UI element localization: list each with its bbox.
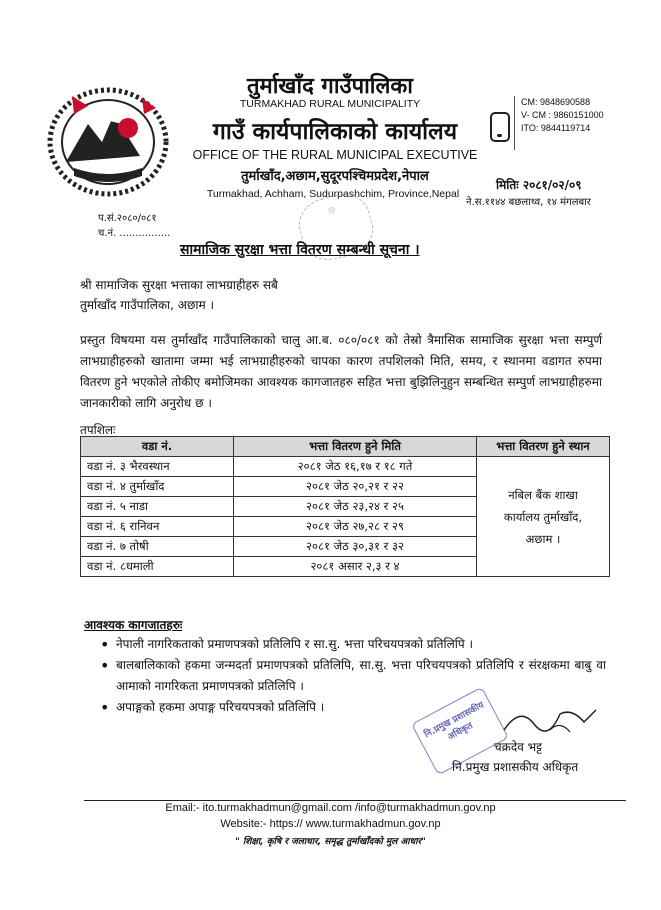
ward-cell: वडा नं. ३ भैरवस्थान	[81, 457, 234, 477]
signatory-name: चक्रदेव भट्ट	[494, 740, 542, 754]
date-line: मितिः २०८१/०२/०९	[496, 178, 582, 192]
office-seal-stamp: ◎	[293, 188, 379, 267]
date-cell: २०८१ जेठ ३०,३१ र ३२	[234, 537, 477, 557]
list-item: • अपाङ्गको हकमा अपाङ्ग परिचयपत्रको प्रतिलिपि ।	[96, 697, 606, 718]
column-header-date: भत्ता वितरण हुने मिति	[234, 437, 477, 457]
chalani-number: च.नं. ................	[98, 228, 171, 239]
table-header-row	[81, 437, 610, 457]
office-name-en: OFFICE OF THE RURAL MUNICIPAL EXECUTIVE	[192, 148, 478, 162]
address-np: तुर्माखाँद,अछाम,सुदूरपश्चिमप्रदेश,नेपाल	[241, 169, 429, 184]
tapsil-label: तपशिलः	[80, 423, 116, 437]
column-header-ward: वडा नं.	[81, 437, 234, 457]
date-cell: २०८१ जेठ २३,२४ र २५	[234, 497, 477, 517]
column-header-location: भत्ता वितरण हुने स्थान	[477, 437, 610, 457]
distribution-table	[80, 436, 610, 577]
date-cell: २०८१ असार २,३ र ४	[234, 557, 477, 577]
documents-title: आवश्यक कागजातहरुः	[84, 618, 183, 632]
date-cell: २०८१ जेठ १६,१७ र १८ गते	[234, 457, 477, 477]
ward-cell: वडा नं. ५ नाडा	[81, 497, 234, 517]
notice-body: प्रस्तुत विषयमा यस तुर्माखाँद गाउँपालिकाको चालु आ.ब. ०८०/०८१ को तेस्रो त्रैमासिक सामाजिक सुरक्षा भत्ता सम्पुर्ण लाभग्राहीहरुको खातामा जम्मा भई लाभग्राहीहरुको चापका कारण तपशिलको मिति, समय, र स्थानमा वडागत रुपमा वितरण हुने भएकोले तोकीए बमोजिमका आवश्यक कागजातहरु सहित भत्ता बुझिलिनुहुन सम्बन्धित सम्पुर्ण लाभग्राहीहरुमा जानकारीको लागि अनुरोध छ ।	[80, 333, 602, 410]
phone-icon	[490, 112, 510, 142]
list-item: • नेपाली नागरिकताको प्रमाणपत्रको प्रतिलिपि र सा.सु. भत्ता परिचयपत्रको प्रतिलिपि ।	[96, 634, 606, 655]
footer-divider	[84, 800, 626, 801]
municipality-name-np: तुर्माखाँद गाउँपालिका	[247, 74, 413, 99]
contact-cm: CM: 9848690588	[521, 97, 591, 107]
signatory-title: नि.प्रमुख प्रशासकीय अधिकृत	[452, 760, 579, 774]
municipality-name-en: TURMAKHAD RURAL MUNICIPALITY	[239, 98, 421, 110]
list-item: • बालबालिकाको हकमा जन्मदर्ता प्रमाणपत्रको प्रतिलिपि, सा.सु. भत्ता परिचयपत्रको प्रतिलिपि र संरक्षकमा बाबु वा आमाको नागरिकता प्रमाणपत्रको प्रतिलिपि ।	[96, 655, 606, 697]
office-name-np: गाउँ कार्यपालिकाको कार्यालय	[212, 119, 458, 145]
recipient-line-2: तुर्माखाँद गाउँपालिका, अछाम ।	[80, 298, 215, 312]
ward-cell: वडा नं. ४ तुर्माखाँद	[81, 477, 234, 497]
table-row	[81, 457, 610, 477]
address-en: Turmakhad, Achham, Sudurpashchim, Province,Nepal	[206, 188, 460, 200]
contact-vcm: V- CM : 9860151000	[521, 110, 604, 120]
location-cell: नबिल बैंक शाखा कार्यालय तुर्माखाँद, अछाम ।	[477, 457, 610, 577]
footer-website[interactable]: Website:- https:// www.turmakhadmun.gov.np	[220, 818, 441, 830]
ward-cell: वडा नं. ७ तोषी	[81, 537, 234, 557]
date-cell: २०८१ जेठ २७,२८ र २९	[234, 517, 477, 537]
nepal-sambat-date: ने.स.११४४ बछलाथ्व, १४ मंगलबार	[466, 197, 591, 208]
officer-stamp: नि.प्रमुख प्रशासकीय अधिकृत	[411, 687, 509, 776]
ward-cell: वडा नं. ६ रानिवन	[81, 517, 234, 537]
contact-box	[514, 96, 633, 150]
recipient-line-1: श्री सामाजिक सुरक्षा भत्ताका लाभग्राहीहरु सबै	[80, 278, 278, 292]
date-cell: २०८१ जेठ २०,२१ र २२	[234, 477, 477, 497]
ward-cell: वडा नं. ८धमाली	[81, 557, 234, 577]
contact-ito: ITO: 9844119714	[521, 123, 591, 133]
footer-email[interactable]: Email:- ito.turmakhadmun@gmail.com /info@turmakhadmun.gov.np	[165, 802, 496, 814]
patra-sankhya: प.सं.२०८०/०८१	[98, 213, 157, 224]
footer-slogan: " शिक्षा, कृषि र जलाधार, समृद्ध तुर्माखाँदको मुल आधार"	[235, 837, 426, 847]
notice-subject: सामाजिक सुरक्षा भत्ता वितरण सम्बन्धी सूचना ।	[180, 242, 420, 258]
